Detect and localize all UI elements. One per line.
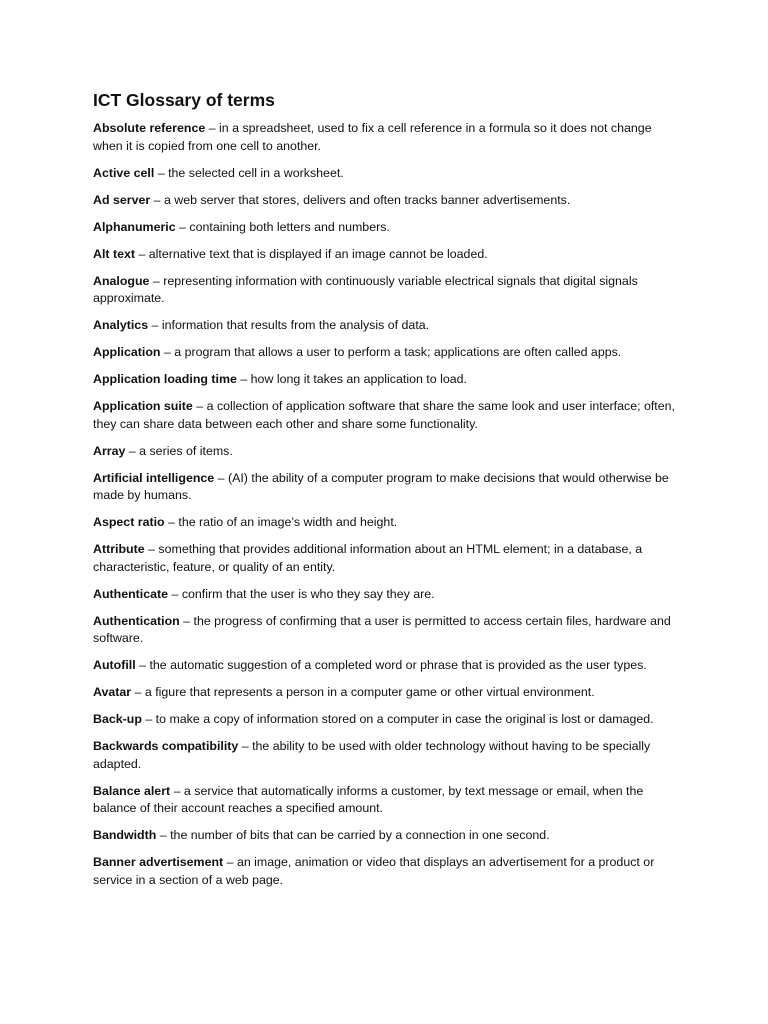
term-separator: – — [170, 783, 184, 798]
glossary-term: Banner advertisement — [93, 855, 224, 870]
glossary-term: Bandwidth — [93, 828, 157, 843]
glossary-term: Avatar — [93, 685, 132, 700]
term-separator: – — [238, 739, 253, 754]
term-separator: – — [192, 399, 207, 414]
glossary-definition: a series of items. — [139, 443, 233, 458]
term-separator: – — [160, 345, 175, 360]
glossary-definition: alternative text that is displayed if an image cannot be loaded. — [148, 246, 488, 261]
glossary-definition: representing information with continuously variable electrical signals that digital signals approximate. — [93, 273, 638, 306]
glossary-entry — [93, 783, 683, 818]
glossary-definition: confirm that the user is who they say they are. — [181, 586, 435, 601]
glossary-term: Absolute reference — [93, 121, 206, 135]
glossary-term: Autofill — [93, 658, 136, 673]
page-title: ICT Glossary of terms — [93, 90, 275, 110]
glossary-definition: the ability to be used with older technology without having to be specially adapted. — [93, 739, 651, 771]
glossary-entry — [93, 192, 683, 210]
term-separator: – — [148, 318, 162, 333]
glossary-term: Back-up — [93, 712, 142, 727]
glossary-list — [93, 120, 683, 890]
term-separator: – — [131, 685, 145, 700]
glossary-term: Attribute — [93, 542, 145, 557]
term-separator: – — [154, 165, 169, 180]
glossary-term: Analytics — [93, 318, 149, 333]
glossary-entry — [93, 657, 683, 675]
glossary-entry — [93, 120, 683, 155]
glossary-term: Authentication — [93, 613, 180, 628]
term-separator: – — [179, 613, 194, 628]
glossary-entry — [93, 344, 683, 362]
glossary-term: Active cell — [93, 165, 155, 180]
glossary-term: Aspect ratio — [93, 515, 165, 530]
glossary-entry — [93, 443, 683, 461]
term-separator: – — [164, 515, 179, 530]
glossary-definition: to make a copy of information stored on a computer in case the original is lost or damaged. — [155, 712, 654, 727]
glossary-entry — [93, 684, 683, 702]
glossary-entry — [93, 738, 683, 773]
glossary-term: Authenticate — [93, 586, 169, 601]
term-separator: – — [168, 586, 182, 601]
glossary-definition: the ratio of an image’s width and height. — [178, 515, 398, 530]
glossary-definition: how long it takes an application to load. — [250, 372, 467, 387]
glossary-term: Balance alert — [93, 783, 171, 798]
glossary-definition: in a spreadsheet, used to fix a cell reference in a formula so it does not change when it is copied from one cell to another. — [93, 121, 652, 153]
glossary-entry — [93, 854, 683, 889]
glossary-entry — [93, 273, 683, 308]
term-separator: – — [144, 542, 159, 557]
term-separator: – — [135, 658, 150, 673]
glossary-definition: a service that automatically informs a customer, by text message or email, when the balance of their account reaches a specified amount. — [93, 783, 644, 816]
term-separator: – — [236, 372, 251, 387]
glossary-definition: containing both letters and numbers. — [189, 219, 390, 234]
glossary-content — [93, 88, 683, 899]
term-separator: – — [141, 712, 156, 727]
glossary-definition: a figure that represents a person in a computer game or other virtual environment. — [144, 685, 595, 700]
glossary-entry — [93, 470, 683, 505]
term-separator: – — [135, 246, 149, 261]
term-separator: – — [223, 855, 237, 870]
glossary-definition: the selected cell in a worksheet. — [168, 165, 344, 180]
glossary-entry — [93, 371, 683, 389]
glossary-term: Application loading time — [93, 372, 237, 387]
glossary-definition: a program that allows a user to perform a task; applications are often called apps. — [174, 345, 622, 360]
term-separator: – — [205, 121, 220, 135]
term-separator: – — [214, 470, 228, 485]
glossary-definition: the progress of confirming that a user is permitted to access certain files, hardware and software. — [93, 613, 671, 646]
glossary-definition: (AI) the ability of a computer program to make decisions that would otherwise be made by humans. — [93, 470, 669, 503]
glossary-definition: the automatic suggestion of a completed word or phrase that is provided as the user types. — [149, 658, 647, 673]
term-separator: – — [175, 219, 190, 234]
glossary-term: Analogue — [93, 273, 150, 288]
glossary-entry — [93, 541, 683, 576]
glossary-term: Array — [93, 443, 126, 458]
glossary-definition: something that provides additional information about an HTML element; in a database, a characteristic, feature, or quality of an entity. — [93, 542, 643, 574]
glossary-entry — [93, 219, 683, 237]
term-separator: – — [149, 273, 164, 288]
glossary-definition: a collection of application software that share the same look and user interface; often, they can share data between each other and share some functionality. — [93, 399, 675, 431]
glossary-term: Application suite — [93, 399, 193, 414]
glossary-entry — [93, 514, 683, 532]
glossary-definition: a web server that stores, delivers and often tracks banner advertisements. — [163, 192, 571, 207]
glossary-entry — [93, 317, 683, 335]
glossary-entry — [93, 827, 683, 845]
glossary-term: Artificial intelligence — [93, 470, 215, 485]
term-separator: – — [150, 192, 164, 207]
glossary-entry — [93, 165, 683, 183]
glossary-entry — [93, 711, 683, 729]
glossary-term: Backwards compatibility — [93, 739, 239, 754]
glossary-definition: an image, animation or video that displays an advertisement for a product or service in a section of a web page. — [93, 855, 655, 887]
glossary-entry — [93, 613, 683, 648]
glossary-term: Alt text — [93, 246, 135, 261]
glossary-term: Application — [93, 345, 161, 360]
glossary-term: Ad server — [93, 192, 151, 207]
glossary-entry — [93, 398, 683, 433]
glossary-entry — [93, 246, 683, 264]
term-separator: – — [156, 828, 171, 843]
term-separator: – — [125, 443, 140, 458]
glossary-definition: the number of bits that can be carried by a connection in one second. — [170, 828, 550, 843]
glossary-term: Alphanumeric — [93, 219, 176, 234]
glossary-definition: information that results from the analysis of data. — [161, 318, 430, 333]
glossary-entry — [93, 586, 683, 604]
